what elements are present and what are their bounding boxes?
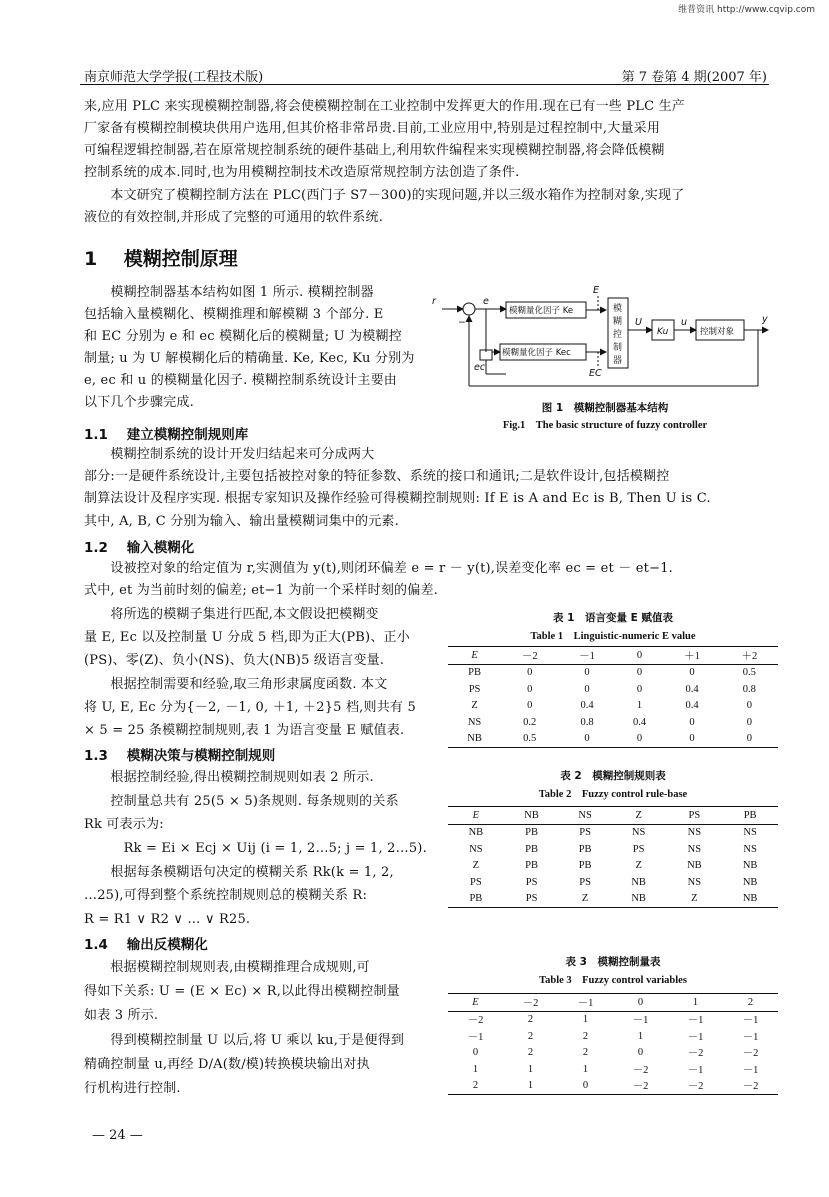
table-3-caption-zh: 表 3 模糊控制量表	[565, 956, 661, 968]
table-header-cell: PS	[688, 809, 701, 821]
body-line: 液位的有效控制,并形成了完整的可通用的软件系统.	[84, 210, 384, 225]
table-cell: NS	[687, 843, 702, 855]
table-row	[448, 1078, 778, 1095]
table-header-cell: NS	[578, 809, 592, 821]
plant-block: 控制对象	[700, 327, 735, 337]
table-row	[448, 698, 778, 715]
body-line: (PS)、零(Z)、负小(NS)、负大(NB)5 级语言变量.	[84, 653, 385, 668]
quant-ec-block: 模糊量化因子 Kec	[502, 348, 571, 358]
table-header-cell: E	[472, 809, 480, 821]
body-line: 制算法设计及程序实现. 根据专家知识及操作经验可得模糊控制规则: If E is A and Ec is B, Then U is C.	[84, 491, 711, 506]
body-line: 如表 3 所示.	[84, 1008, 159, 1023]
body-line: 本文研究了模糊控制方法在 PLC(西门子 S7－300)的实现问题,并以三级水箱作为控制对象,实现了	[84, 188, 685, 203]
table-cell: 2	[527, 1030, 534, 1042]
body-line: 式中, et 为当前时刻的偏差; et−1 为前一个采样时刻的偏差.	[84, 583, 438, 598]
table-cell: 1	[527, 1080, 534, 1092]
table-cell: NS	[743, 843, 757, 855]
signal-r: r	[432, 296, 436, 307]
table-cell: －1	[687, 1031, 704, 1043]
table-cell: NB	[467, 733, 482, 745]
table-cell: NS	[743, 827, 757, 839]
table-row	[448, 664, 778, 681]
table-row	[448, 1045, 778, 1062]
table-row	[448, 891, 778, 908]
controller-char: 控	[613, 330, 623, 340]
table-cell: 0	[746, 700, 752, 712]
table-cell: －2	[632, 1081, 649, 1093]
table-cell: －1	[742, 1015, 759, 1027]
table-cell: Z	[471, 700, 478, 712]
table-header-cell: 1	[692, 996, 699, 1008]
table-cell: PB	[578, 843, 592, 855]
table-header-cell: E	[472, 996, 479, 1008]
table-cell: 2	[582, 1047, 589, 1059]
body-line: 来,应用 PLC 来实现模糊控制器,将会使模糊控制在工业控制中发挥更大的作用.现在已有一些 PLC 生产	[84, 99, 685, 114]
table-cell: 1	[582, 1063, 589, 1075]
subsection-number: 1.2	[84, 540, 108, 556]
table-cell: Z	[635, 860, 642, 872]
body-line: 以下几个步骤完成.	[84, 395, 194, 410]
table-cell: 0	[584, 667, 590, 679]
table-cell: PB	[578, 860, 592, 872]
table-row	[448, 1028, 778, 1045]
controller-char: 糊	[613, 317, 623, 327]
body-line: 得如下关系: U = (E × Ec) × R,以此得出模糊控制量	[84, 984, 400, 999]
subsection-title: 模糊决策与模糊控制规则	[126, 748, 276, 764]
table-header-cell: E	[471, 649, 478, 661]
table-header-cell: －2	[522, 997, 539, 1009]
body-line: 可编程逻辑控制器,若在原常规控制系统的硬件基础上,利用软件编程来实现模糊控制器,将会降低模糊	[84, 143, 665, 158]
table-header-cell: PB	[743, 809, 757, 821]
quant-e-block: 模糊量化因子 Ke	[509, 306, 574, 316]
table-cell: 0.4	[685, 700, 699, 712]
table-cell: PB	[525, 827, 539, 839]
body-line: …25),可得到整个系统控制规则总的模糊关系 R:	[84, 888, 368, 903]
body-line: × 5 = 25 条模糊控制规则,表 1 为语言变量 E 赋值表.	[84, 723, 405, 738]
signal-u: u	[681, 317, 688, 328]
table-cell: －2	[742, 1048, 759, 1060]
table-header-cell: NB	[524, 809, 539, 821]
subsection-number: 1.3	[84, 748, 108, 764]
section-heading	[84, 244, 238, 271]
table-cell: 0.5	[523, 733, 537, 745]
watermark: 维普资讯 http://www.cqvip.com	[678, 5, 815, 15]
controller-char: 模	[613, 304, 623, 314]
body-line: 包括输入量模糊化、模糊推理和解模糊 3 个部分. E	[84, 307, 384, 322]
body-line: 设被控对象的给定值为 r,实测值为 y(t),则闭环偏差 e = r － y(t),误差变化率 ec = et － et−1.	[84, 561, 673, 576]
table-cell: Z	[691, 893, 698, 905]
body-line: 控制系统的成本.同时,也为用模糊控制技术改造原常规控制方法创造了条件.	[84, 165, 520, 180]
table-cell: NB	[742, 860, 758, 872]
table-cell: －1	[467, 1031, 484, 1043]
figure-1-block-diagram	[428, 282, 776, 394]
table-header-row	[448, 807, 778, 825]
table-cell: NB	[631, 893, 646, 905]
figure-1-caption-zh: 图 1 模糊控制器基本结构	[541, 402, 669, 414]
table-cell: NB	[631, 876, 646, 888]
table-cell: 1	[472, 1063, 479, 1075]
body-line: 根据模糊控制规则表,由模糊推理合成规则,可	[84, 960, 370, 975]
table-cell: －2	[467, 1015, 484, 1027]
table-cell: PB	[525, 860, 539, 872]
body-line: e, ec 和 u 的模糊量化因子. 模糊控制系统设计主要由	[84, 373, 397, 388]
subsection-heading	[84, 536, 194, 556]
body-line: 其中, A, B, C 分别为输入、输出量模糊词集中的元素.	[84, 514, 399, 529]
table-cell: PS	[468, 683, 481, 695]
body-line: 厂家备有模糊控制模块供用户选用,但其价格非常昂贵.目前,工业应用中,特别是过程控制中,大量采用	[84, 121, 661, 136]
table-1-caption-zh: 表 1 语言变量 E 赋值表	[553, 612, 673, 624]
table-cell: PS	[579, 876, 591, 888]
table-cell: 0	[637, 1047, 644, 1059]
table-cell: PS	[525, 893, 538, 905]
table-cell: NS	[631, 827, 646, 839]
controller-char: 制	[613, 343, 623, 353]
table-cell: 0	[689, 733, 695, 745]
table-cell: 0	[689, 716, 695, 728]
body-line: 模糊控制器基本结构如图 1 所示. 模糊控制器	[84, 285, 374, 300]
subsection-number: 1.4	[84, 937, 108, 953]
table-cell: NB	[742, 876, 758, 888]
header-rule	[80, 84, 769, 85]
table-cell: 1	[636, 700, 643, 712]
table-1-caption-en: Table 1 Linguistic-numeric E value	[530, 631, 696, 642]
table-cell: 0	[472, 1047, 479, 1059]
table-cell: 0	[584, 733, 590, 745]
table-header-cell: －2	[521, 650, 538, 662]
table-cell: 0.4	[632, 716, 647, 728]
table-cell: －1	[742, 1031, 759, 1043]
table-cell: PB	[525, 843, 539, 855]
table-cell: 0.2	[523, 716, 537, 728]
body-line: 精确控制量 u,再经 D/A(数/模)转换模块输出对执	[84, 1057, 370, 1072]
table-header-cell: Z	[635, 809, 642, 821]
running-head-issue: 第 7 卷第 4 期(2007 年)	[621, 70, 767, 85]
table-cell: －1	[687, 1015, 704, 1027]
ku-block: Ku	[657, 327, 669, 337]
table-3-caption-en: Table 3 Fuzzy control variables	[539, 975, 687, 986]
section-number: 1	[84, 248, 98, 270]
table-row	[448, 681, 778, 698]
table-header-row	[448, 994, 778, 1012]
table-cell: 0.5	[742, 667, 756, 679]
table-cell: 0	[746, 716, 752, 728]
table-cell: 0.8	[580, 716, 594, 728]
table-cell: 0	[527, 700, 533, 712]
table-cell: PS	[525, 876, 538, 888]
table-cell: 0	[636, 683, 643, 695]
table-row	[448, 874, 778, 891]
subsection-title: 建立模糊控制规则库	[126, 427, 249, 443]
table-row	[448, 1011, 778, 1028]
table-cell: 2	[472, 1080, 479, 1092]
table-cell: 0	[584, 683, 590, 695]
page-number: — 24 —	[92, 1128, 143, 1143]
table-header-cell: 0	[637, 996, 644, 1008]
signal-ec: ec	[474, 362, 486, 373]
table-cell: 0.8	[742, 683, 756, 695]
table-row	[448, 1061, 778, 1078]
body-line: 将 U, E, Ec 分为{－2, －1, 0, ＋1, ＋2}5 档,则共有 5	[84, 700, 416, 715]
signal-U: U	[635, 317, 642, 328]
table-cell: 1	[582, 1014, 589, 1026]
table-2-caption-en: Table 2 Fuzzy control rule-base	[538, 789, 688, 800]
subsection-title: 输入模糊化	[126, 540, 195, 556]
table-cell: Z	[472, 860, 480, 872]
table-header-cell: ＋2	[741, 650, 758, 662]
table-cell: NB	[687, 860, 702, 872]
table-header-row	[448, 647, 778, 665]
subsection-heading	[84, 933, 208, 953]
table-cell: 2	[582, 1030, 589, 1042]
table-cell: 1	[637, 1030, 644, 1042]
table-cell: PS	[579, 827, 591, 839]
table-cell: 2	[527, 1014, 534, 1026]
signal-EC: EC	[589, 368, 602, 379]
body-line: 制量; u 为 U 解模糊化后的精确量. Ke, Kec, Ku 分别为	[84, 351, 415, 366]
table-cell: PB	[468, 667, 481, 679]
table-cell: 0	[527, 683, 533, 695]
minus-sign: −	[458, 317, 466, 328]
table-cell: 0	[527, 667, 533, 679]
subsection-heading	[84, 744, 275, 764]
table-3	[448, 993, 778, 1095]
table-cell: 0	[689, 667, 695, 679]
table-1	[448, 646, 778, 748]
signal-e: e	[483, 296, 489, 307]
body-line: 根据控制经验,得出模糊控制规则如表 2 所示.	[84, 770, 374, 785]
table-row	[448, 824, 778, 841]
body-line: 部分:一是硬件系统设计,主要包括被控对象的特征参数、系统的接口和通讯;二是软件设计,包括模糊控	[84, 469, 670, 484]
table-cell: PS	[632, 843, 645, 855]
subsection-title: 输出反模糊化	[126, 937, 208, 953]
body-line: 将所选的模糊子集进行匹配,本文假设把模糊变	[84, 607, 379, 622]
table-2	[448, 806, 778, 908]
controller-char: 器	[613, 356, 623, 366]
body-line: Rk 可表示为:	[84, 817, 164, 832]
table-row	[448, 714, 778, 731]
table-header-cell: ＋1	[684, 650, 700, 662]
table-header-cell: 0	[636, 649, 643, 661]
table-cell: NS	[687, 876, 702, 888]
table-cell: －1	[632, 1015, 649, 1027]
table-cell: 0	[636, 667, 643, 679]
body-line: 模糊控制系统的设计开发归结起来可分成两大	[84, 447, 375, 462]
table-cell: －1	[742, 1064, 759, 1076]
subsection-number: 1.1	[84, 427, 108, 443]
body-line: 控制量总共有 25(5 × 5)条规则. 每条规则的关系	[84, 794, 399, 809]
table-header-cell: －1	[579, 650, 595, 662]
table-cell: NS	[469, 843, 483, 855]
figure-1-caption-en: Fig.1 The basic structure of fuzzy controller	[502, 420, 708, 431]
table-cell: 0	[746, 733, 752, 745]
table-row	[448, 841, 778, 858]
signal-y: y	[762, 314, 768, 325]
body-line: 和 EC 分别为 e 和 ec 模糊化后的模糊量; U 为模糊控	[84, 329, 402, 344]
table-header-cell: －1	[577, 997, 594, 1009]
table-cell: 1	[527, 1063, 534, 1075]
table-cell: 0.4	[580, 700, 594, 712]
table-cell: NB	[468, 827, 484, 839]
table-cell: 0.4	[685, 683, 699, 695]
table-cell: PS	[470, 876, 482, 888]
table-cell: －2	[742, 1081, 759, 1093]
table-cell: Z	[581, 893, 589, 905]
table-cell: －2	[632, 1064, 649, 1076]
table-cell: －2	[687, 1048, 704, 1060]
table-header-cell: 2	[747, 996, 754, 1008]
equation: Rk = Ei × Ecj × Uij (i = 1, 2…5; j = 1, 2…5).	[84, 841, 427, 856]
body-line: R = R1 ∨ R2 ∨ … ∨ R25.	[84, 912, 251, 927]
table-cell: NB	[742, 893, 758, 905]
table-cell: 0	[582, 1080, 589, 1092]
table-cell: 2	[527, 1047, 534, 1059]
body-line: 根据控制需要和经验,取三角形隶属度函数. 本文	[84, 677, 388, 692]
table-row	[448, 731, 778, 748]
table-cell: NS	[687, 827, 702, 839]
signal-E: E	[593, 285, 600, 296]
subsection-heading	[84, 423, 248, 443]
table-cell: NS	[467, 716, 482, 728]
table-cell: －2	[687, 1081, 704, 1093]
table-cell: PB	[469, 893, 483, 905]
body-line: 根据每条模糊语句决定的模糊关系 Rk(k = 1, 2,	[84, 865, 394, 880]
table-row	[448, 858, 778, 875]
table-cell: －1	[687, 1064, 704, 1076]
body-line: 行机构进行控制.	[84, 1081, 181, 1096]
table-cell: 0	[636, 733, 643, 745]
section-title: 模糊控制原理	[123, 248, 238, 270]
body-line: 量 E, Ec 以及控制量 U 分成 5 档,即为正大(PB)、正小	[84, 630, 410, 645]
body-line: 得到模糊控制量 U 以后,将 U 乘以 ku,于是便得到	[84, 1033, 405, 1048]
table-2-caption-zh: 表 2 模糊控制规则表	[560, 770, 666, 782]
running-head-journal: 南京师范大学学报(工程技术版)	[84, 70, 264, 85]
